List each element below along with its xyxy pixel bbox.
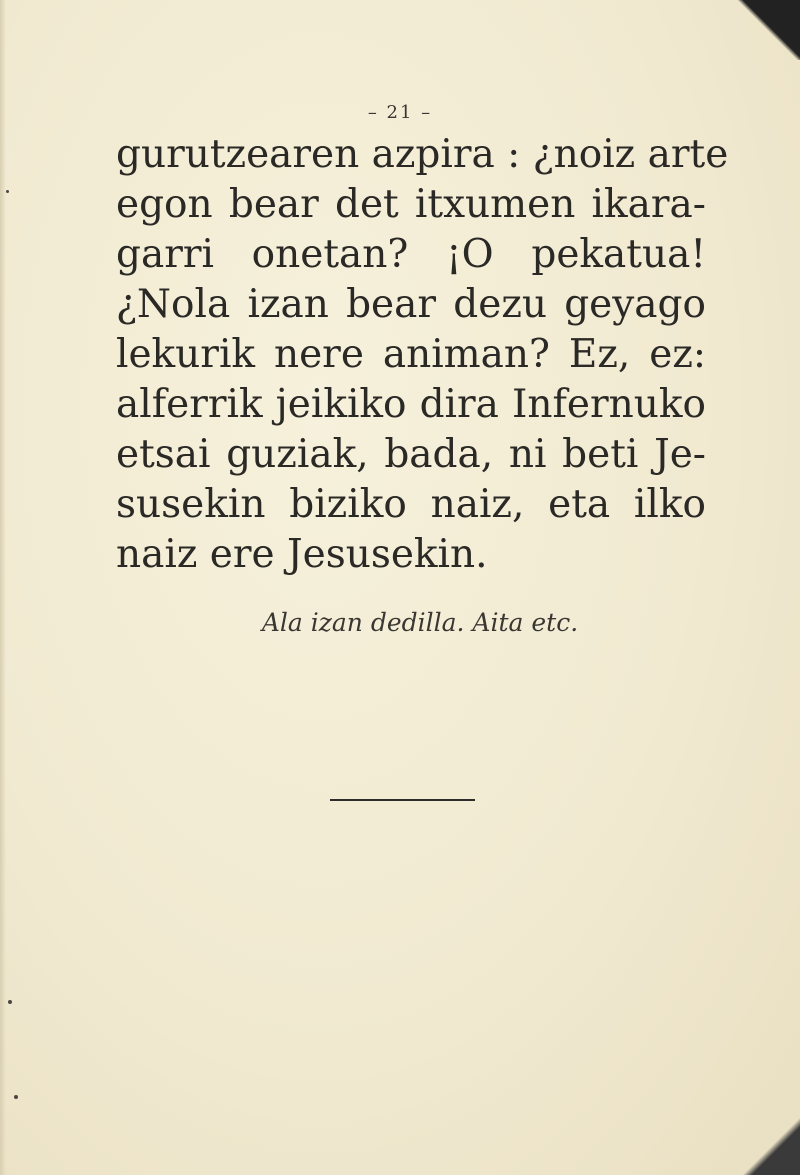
text-line: gurutzearen azpira : ¿noiz arte xyxy=(116,132,729,177)
body-text xyxy=(116,130,729,580)
text-line: ¿Nola izan bear dezu geyago xyxy=(116,282,706,327)
print-speck xyxy=(8,1000,12,1004)
text-line: garri onetan? ¡O pekatua! xyxy=(116,232,706,277)
print-speck xyxy=(6,190,9,193)
section-divider xyxy=(330,799,475,801)
text-line: susekin biziko naiz, eta ilko xyxy=(116,482,706,527)
closing-prayer: Ala izan dedilla. Aita etc. xyxy=(261,608,579,637)
page-corner-top-right xyxy=(710,0,800,60)
page-left-edge xyxy=(0,0,6,1175)
text-line: lekurik nere animan? Ez, ez: xyxy=(116,332,706,377)
print-speck xyxy=(14,1095,18,1099)
text-line: alferrik jeikiko dira Infernuko xyxy=(116,382,706,427)
page-number: – 21 – xyxy=(367,102,433,123)
text-line: egon bear det itxumen ikara- xyxy=(116,182,706,227)
text-line: naiz ere Jesusekin. xyxy=(116,532,488,577)
text-line: etsai guziak, bada, ni beti Je- xyxy=(116,432,706,477)
page-corner-bottom-right xyxy=(740,1075,800,1175)
